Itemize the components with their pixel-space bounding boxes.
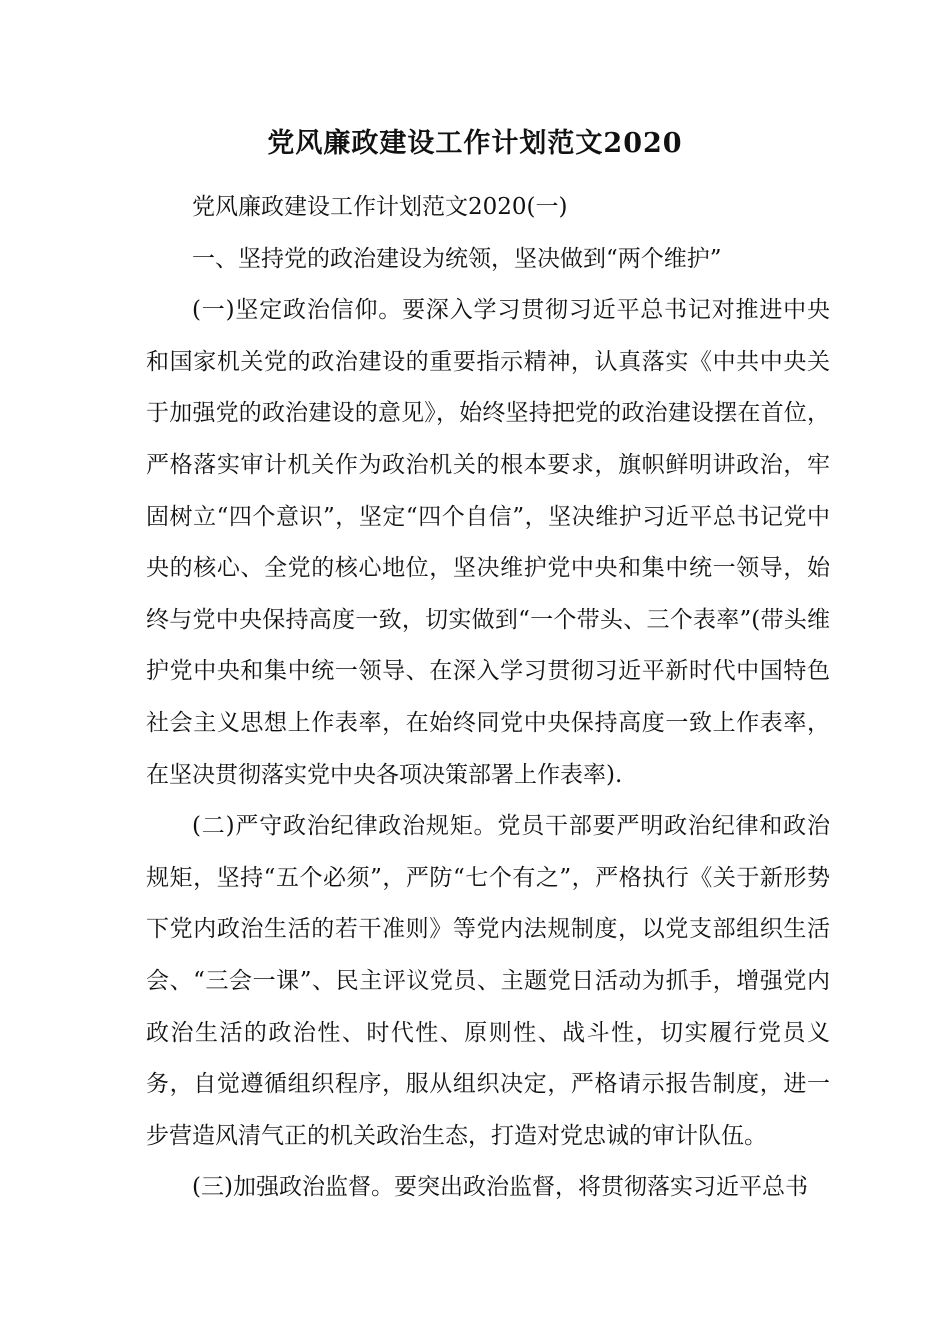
document-body	[146, 182, 830, 1214]
document-title: 党风廉政建设工作计划范文2020	[267, 128, 683, 159]
paragraph-subtitle: 党风廉政建设工作计划范文2020(一)	[192, 194, 568, 220]
paragraph-item-3: (三)加强政治监督。要突出政治监督，将贯彻落实习近平总书	[192, 1174, 808, 1201]
paragraph-item-1: (一)坚定政治信仰。要深入学习贯彻习近平总书记对推进中央和国家机关党的政治建设的重要指示精神，认真落实《中共中央关于加强党的政治建设的意见》，始终坚持把党的政治建设摆在首位，严格落实审计机关作为政治机关的根本要求，旗帜鲜明讲政治，牢固树立“四个意识”，坚定“四个自信”，坚决维护习近平总书记党中央的核心、全党的核心地位，坚决维护党中央和集中统一领导，始终与党中央保持高度一致，切实做到“一个带头、三个表率”(带头维护党中央和集中统一领导、在深入学习贯彻习近平新时代中国特色社会主义思想上作表率，在始终同党中央保持高度一致上作表率，在坚决贯彻落实党中央各项决策部署上作表率).	[146, 297, 830, 788]
paragraph-section-heading: 一、坚持党的政治建设为统领，坚决做到“两个维护”	[192, 245, 722, 272]
paragraph-item-2: (二)严守政治纪律政治规矩。党员干部要严明政治纪律和政治规矩，坚持“五个必须”，严防“七个有之”，严格执行《关于新形势下党内政治生活的若干准则》等党内法规制度，以党支部组织生活会、“三会一课”、民主评议党员、主题党日活动为抓手，增强党内政治生活的政治性、时代性、原则性、战斗性，切实履行党员义务，自觉遵循组织程序，服从组织决定，严格请示报告制度，进一步营造风清气正的机关政治生态，打造对党忠诚的审计队伍。	[146, 813, 830, 1149]
